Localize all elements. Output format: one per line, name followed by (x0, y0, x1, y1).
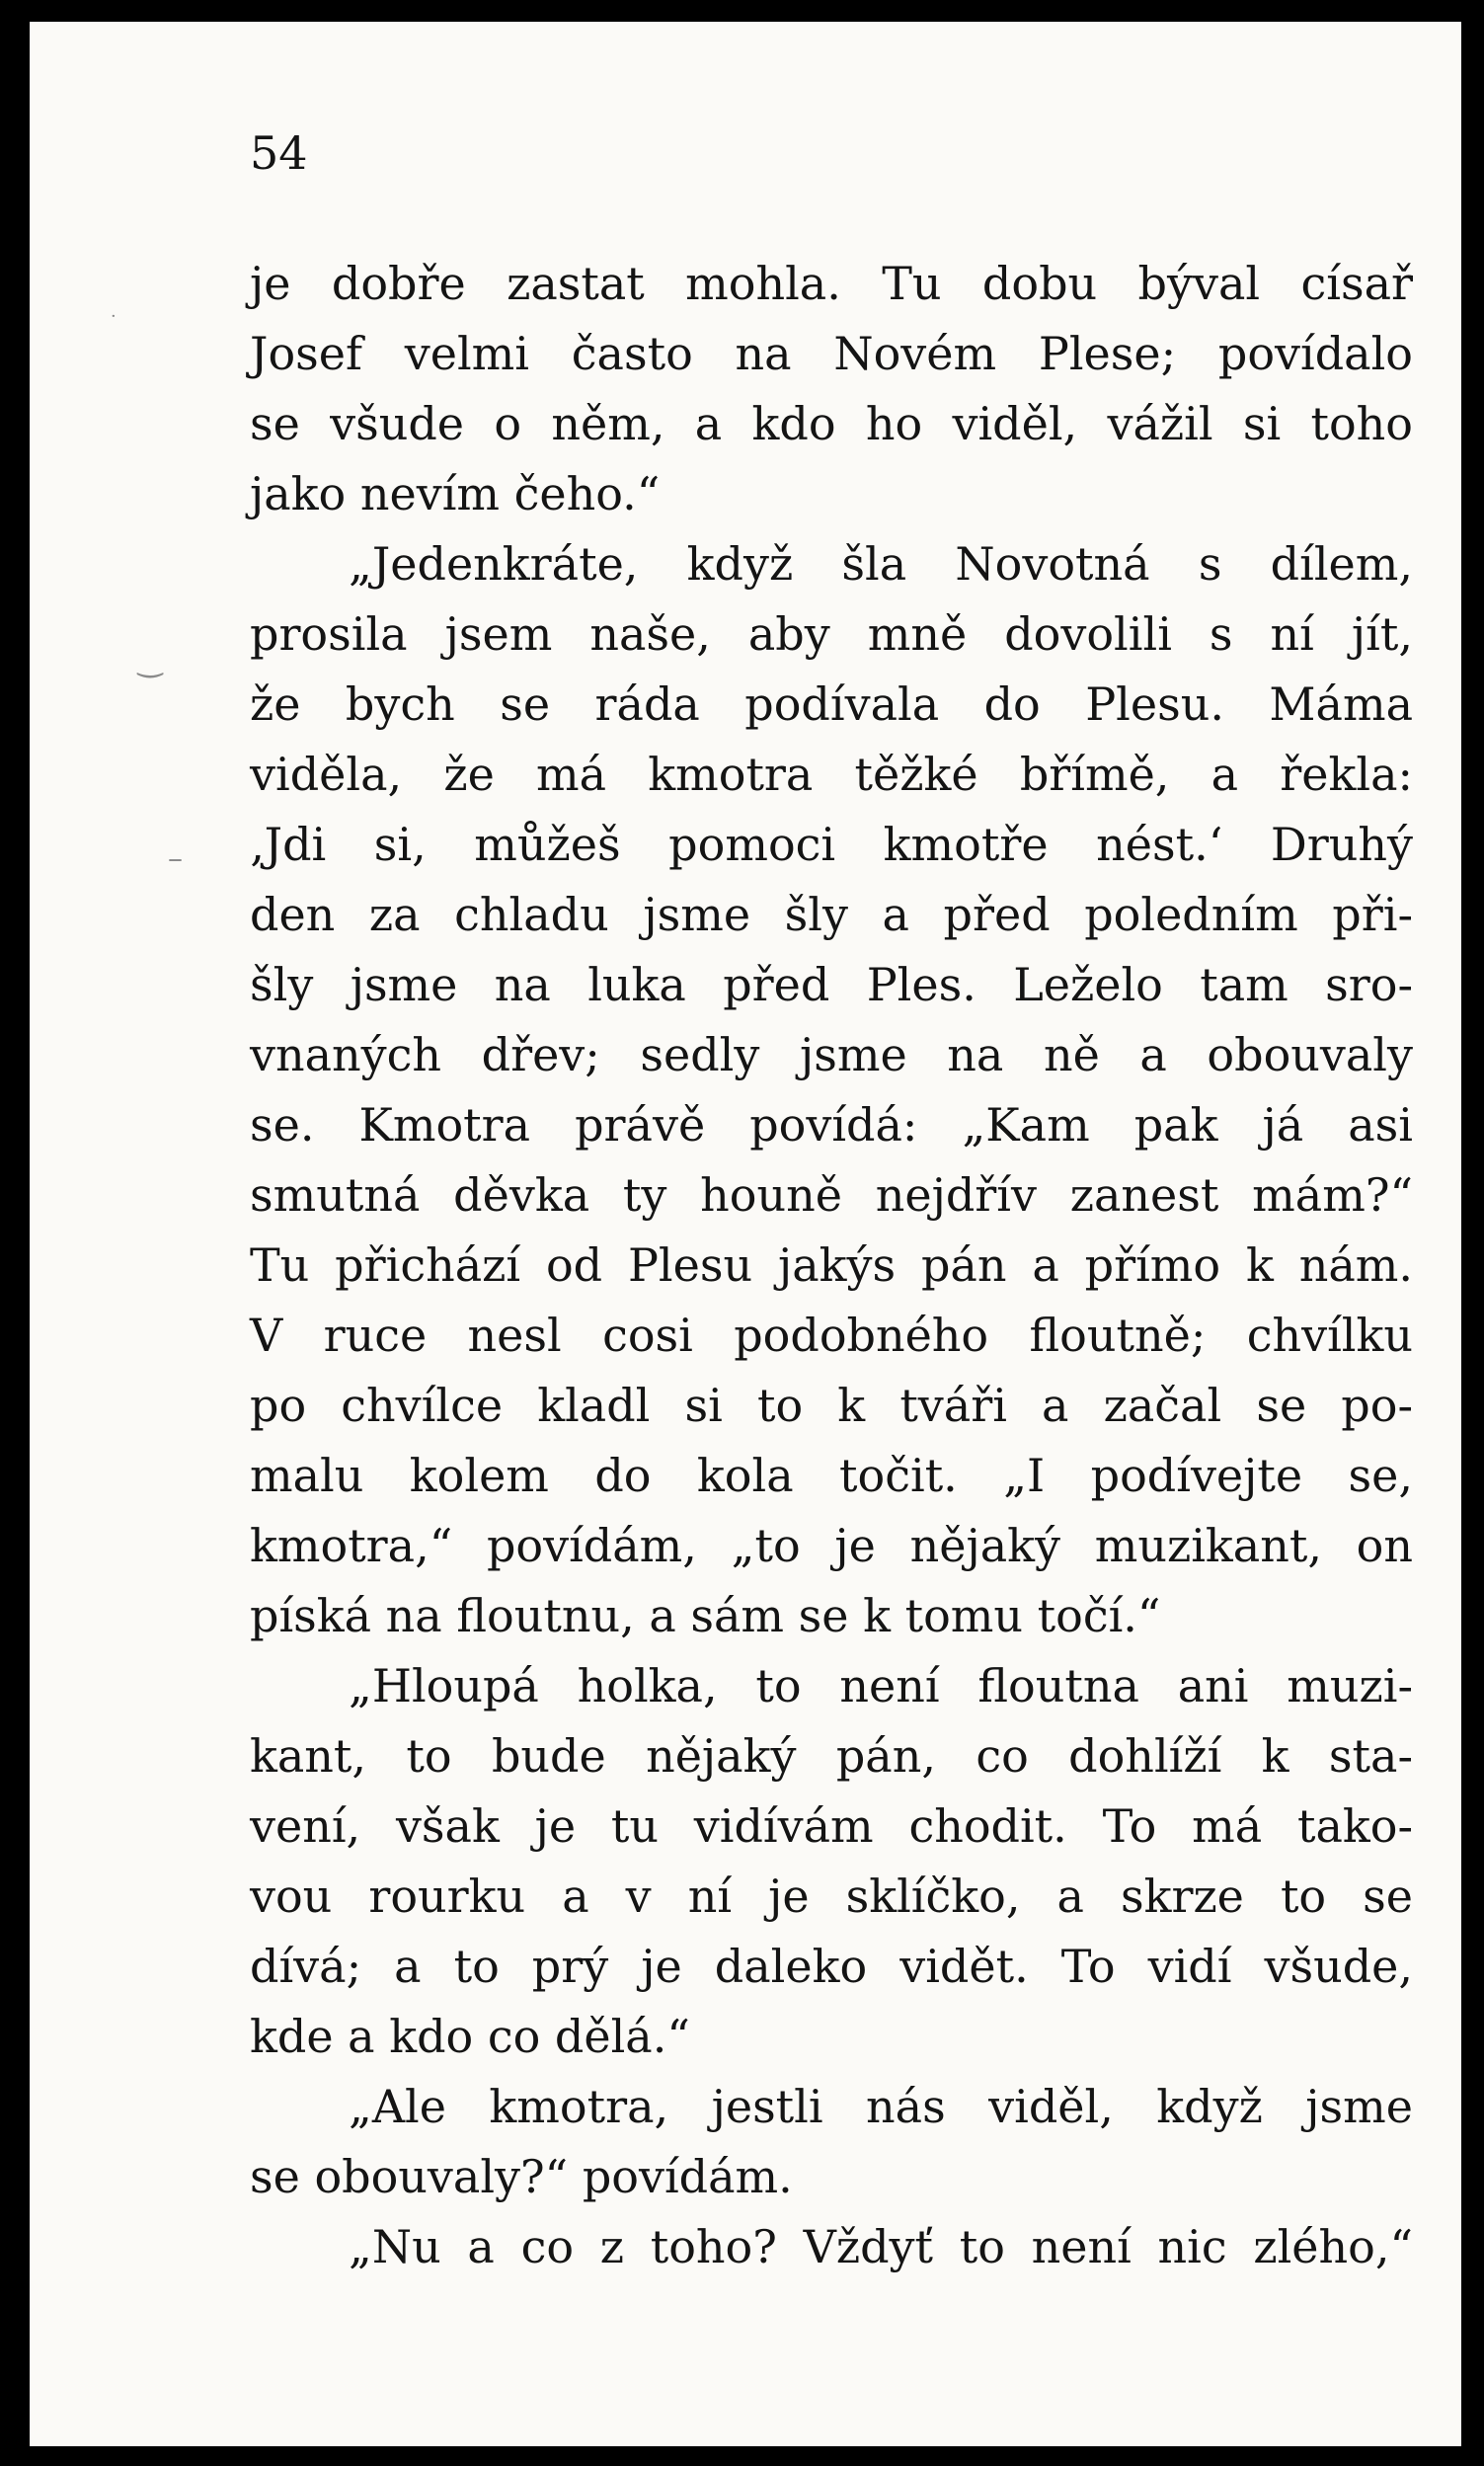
body-text (250, 249, 1413, 2282)
text-line: se. Kmotra právě povídá: „Kam pak já asi (250, 1098, 1413, 1152)
text-line: vou rourku a v ní je sklíčko, a skrze to se (250, 1869, 1413, 1923)
text-line: kde a kdo co dělá.“ (250, 2010, 690, 2063)
margin-speck: ‿ (138, 644, 163, 678)
text-line: Tu přichází od Plesu jakýs pán a přímo k nám. (250, 1238, 1413, 1292)
text-line: kant, to bude nějaký pán, co dohlíží k sta- (250, 1729, 1413, 1783)
text-line: „Nu a co z toho? Vždyť to není nic zlého,“ (349, 2220, 1413, 2273)
text-line: jako nevím čeho.“ (250, 467, 661, 520)
text-line: dívá; a to prý je daleko vidět. To vidí všude, (250, 1940, 1413, 1993)
page-number: 54 (250, 126, 308, 180)
margin-speck: · (111, 306, 117, 327)
paper-sheet (30, 22, 1461, 2446)
text-line: „Hloupá holka, to není floutna ani muzi- (349, 1659, 1413, 1712)
text-line: „Ale kmotra, jestli nás viděl, když jsme (349, 2080, 1413, 2133)
text-line: píská na floutnu, a sám se k tomu točí.“ (250, 1589, 1161, 1642)
text-line: „Jedenkráte, když šla Novotná s dílem, (349, 537, 1413, 591)
text-line: ‚Jdi si, můžeš pomoci kmotře nést.‘ Druhý (250, 818, 1413, 871)
text-line: kmotra,“ povídám, „to je nějaký muzikant, on (250, 1519, 1413, 1572)
margin-speck: – (168, 841, 183, 876)
text-line: Josef velmi často na Novém Plese; povídalo (250, 327, 1413, 380)
text-line: smutná děvka ty houně nejdřív zanest mám?“ (250, 1168, 1413, 1222)
text-line: V ruce nesl cosi podobného floutně; chvílku (250, 1309, 1413, 1362)
text-line: po chvílce kladl si to k tváři a začal se po- (250, 1379, 1413, 1432)
text-line: že bych se ráda podívala do Plesu. Máma (250, 677, 1413, 731)
text-line: šly jsme na luka před Ples. Leželo tam sro- (250, 958, 1413, 1011)
text-line: se všude o něm, a kdo ho viděl, vážil si toho (250, 397, 1413, 450)
text-line: vnaných dřev; sedly jsme na ně a obouvaly (250, 1028, 1413, 1081)
text-line: viděla, že má kmotra těžké břímě, a řekla: (250, 748, 1413, 801)
text-line: se obouvaly?“ povídám. (250, 2150, 793, 2203)
text-line: prosila jsem naše, aby mně dovolili s ní jít, (250, 607, 1413, 661)
text-line: je dobře zastat mohla. Tu dobu býval císař (250, 257, 1413, 310)
text-line: den za chladu jsme šly a před poledním při- (250, 888, 1413, 941)
text-line: vení, však je tu vidívám chodit. To má tako- (250, 1799, 1413, 1853)
text-line: malu kolem do kola točit. „I podívejte se, (250, 1449, 1413, 1502)
